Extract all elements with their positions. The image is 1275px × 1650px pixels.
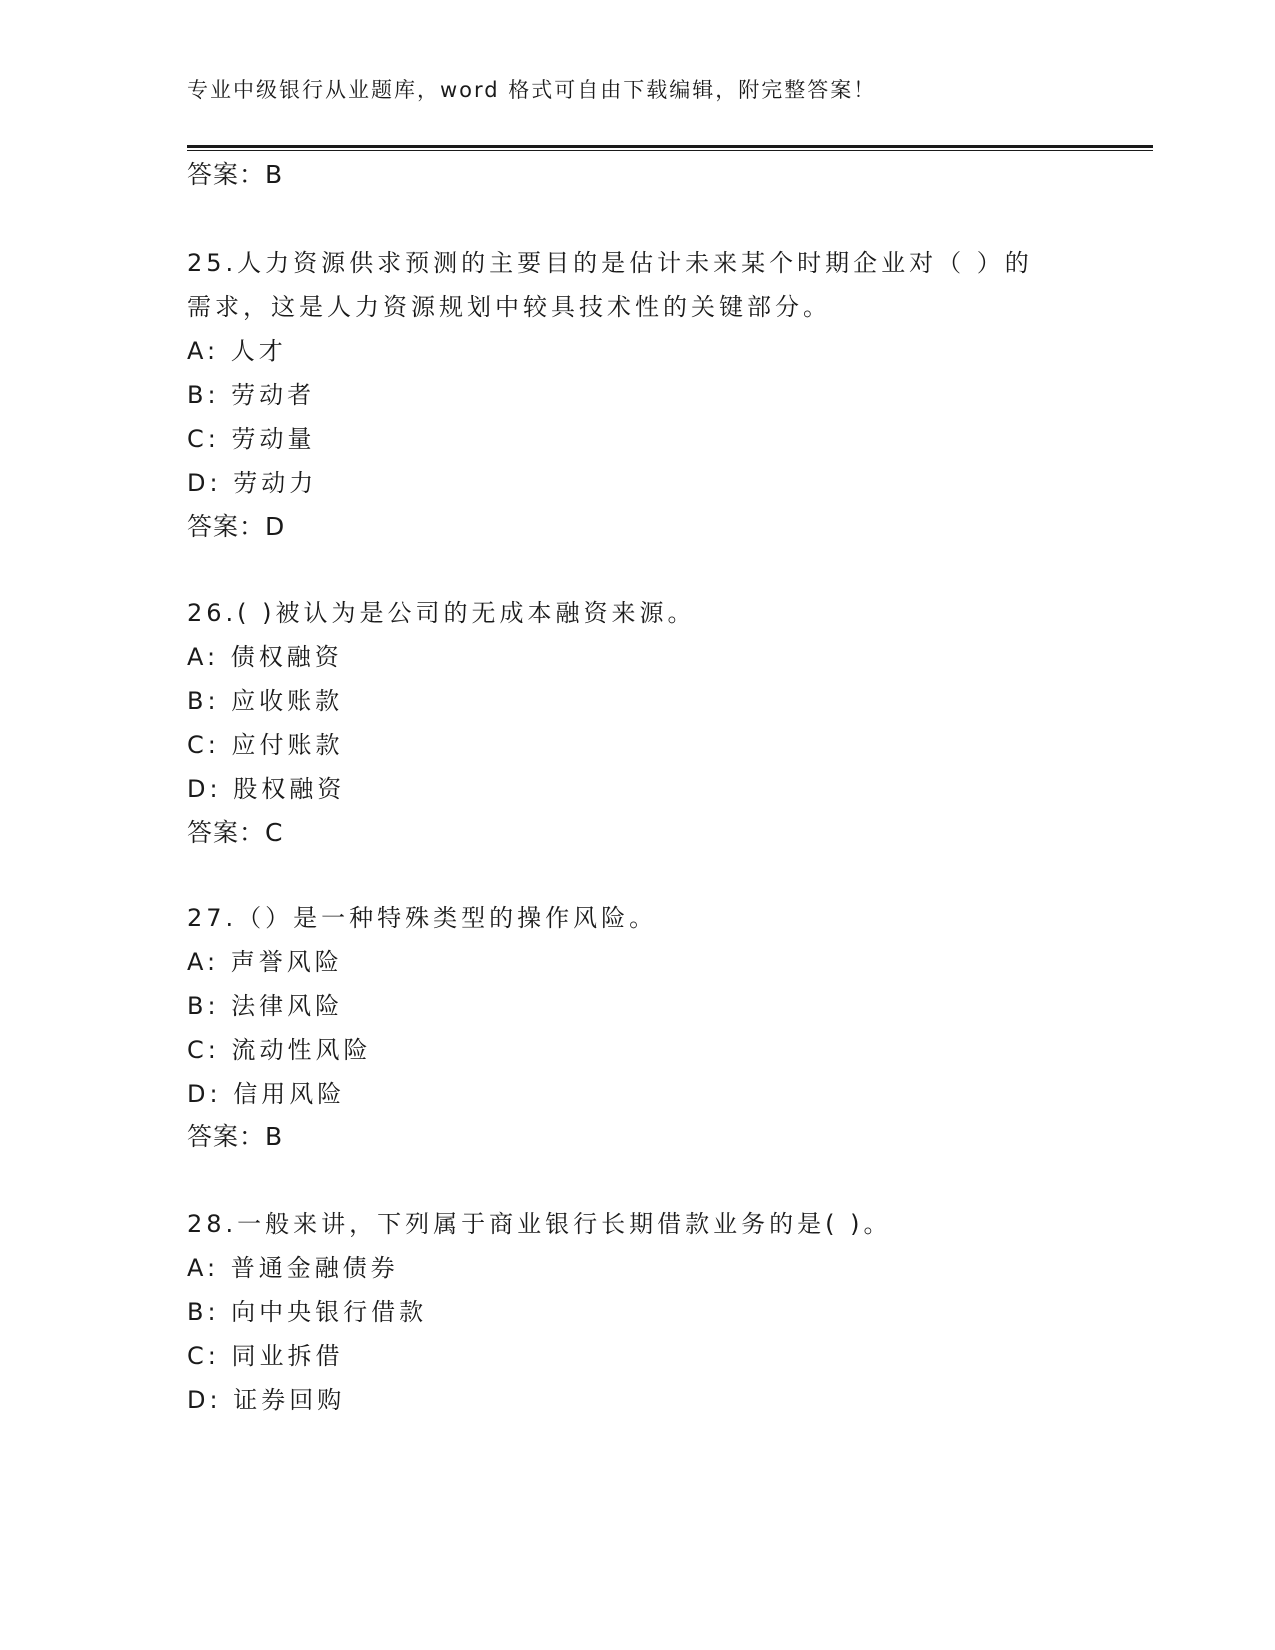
option-c: C: 同业拆借 <box>187 1342 344 1370</box>
answer: 答案：C <box>187 818 284 847</box>
question-stem-line: 28.一般来讲，下列属于商业银行长期借款业务的是( )。 <box>187 1210 892 1238</box>
answer-prev: 答案：B <box>187 160 284 189</box>
option-d: D: 信用风险 <box>187 1080 346 1108</box>
option-b: B: 向中央银行借款 <box>187 1298 428 1326</box>
question-stem-line: 26.( )被认为是公司的无成本融资来源。 <box>187 599 696 627</box>
option-a: A: 普通金融债券 <box>187 1254 399 1282</box>
answer: 答案：D <box>187 512 286 541</box>
question-stem-line: 27.（）是一种特殊类型的操作风险。 <box>187 904 658 932</box>
option-c: C: 流动性风险 <box>187 1036 372 1064</box>
option-d: D: 劳动力 <box>187 469 318 497</box>
option-b: B: 法律风险 <box>187 992 344 1020</box>
option-b: B: 劳动者 <box>187 381 316 409</box>
option-a: A: 声誉风险 <box>187 948 343 976</box>
header-rule-thin <box>187 150 1153 151</box>
option-c: C: 应付账款 <box>187 731 344 759</box>
option-c: C: 劳动量 <box>187 425 316 453</box>
option-a: A: 债权融资 <box>187 643 343 671</box>
answer: 答案：B <box>187 1122 284 1151</box>
option-d: D: 股权融资 <box>187 775 346 803</box>
page-header: 专业中级银行从业题库，word 格式可自由下载编辑，附完整答案！ <box>187 78 877 102</box>
header-rule-thick <box>187 145 1153 148</box>
option-b: B: 应收账款 <box>187 687 344 715</box>
question-stem-line: 需求，这是人力资源规划中较具技术性的关键部分。 <box>187 293 831 321</box>
option-a: A: 人才 <box>187 337 287 365</box>
question-stem-line: 25.人力资源供求预测的主要目的是估计未来某个时期企业对（ ）的 <box>187 249 1033 277</box>
option-d: D: 证券回购 <box>187 1386 346 1414</box>
